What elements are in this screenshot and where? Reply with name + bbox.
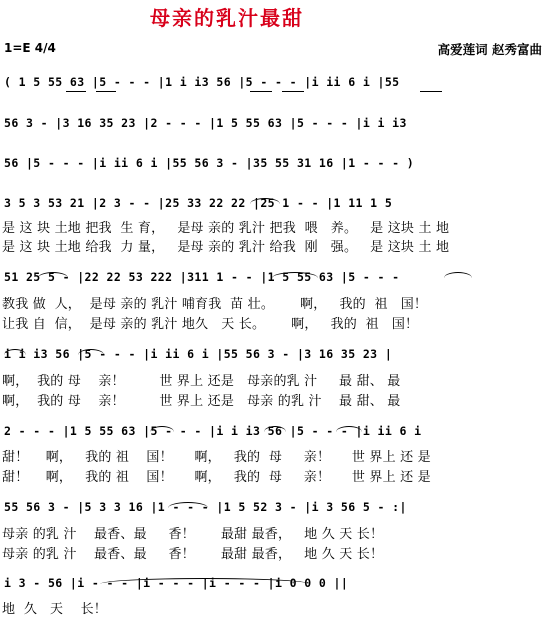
lyric-line-4a: 是 这 块 土地 把我 生 育， 是母 亲的 乳汁 把我 喂 养。 是 这块 土 地 xyxy=(2,221,450,236)
slur xyxy=(250,198,280,204)
key-signature: 1=E 4/4 xyxy=(4,41,56,55)
lyric-line-8b: 母亲 的乳 汁 最香、最 香！ 最甜 最香， 地 久 天 长！ xyxy=(2,547,384,562)
slur xyxy=(150,426,174,432)
lyric-line-5b: 让我 自 信， 是母 亲的 乳汁 地久 天 长。 啊， 我的 祖 国！ xyxy=(2,317,419,332)
lyric-line-7a: 甜！ 啊， 我的 祖 国！ 啊， 我的 母 亲！ 世 界上 还 是 xyxy=(2,450,431,465)
credits: 高爱莲词 赵秀富曲 xyxy=(437,42,542,57)
beam xyxy=(96,91,116,92)
song-title: 母亲的乳汁最甜 xyxy=(150,6,304,30)
notation-line-5: 51 25 5 - |22 22 53 222 |311 1 - - |1 5 55 63 |5 - - - xyxy=(4,270,400,284)
slur xyxy=(444,272,472,278)
notation-line-6: i i i3 56 |5 - - - |i ii 6 i |55 56 3 - |3 16 35 23 | xyxy=(4,347,393,361)
notation-line-1: ( 1 5 55 63 |5 - - - |1 i i3 56 |5 - - - |i ii 6 i |55 xyxy=(4,75,400,89)
notation-line-9: i 3 - 56 |i - - - |i - - - |i - - - |i 0 0 0 || xyxy=(4,576,349,590)
beam xyxy=(66,91,86,92)
lyric-line-9: 地 久 天 长！ xyxy=(2,602,107,617)
slur xyxy=(78,349,104,355)
lyric-line-6b: 啊， 我的 母 亲！ 世 界上 还是 母亲 的乳 汁 最 甜、 最 xyxy=(2,394,401,409)
notation-line-8: 55 56 3 - |5 3 3 16 |1 - - - |1 5 52 3 - |i 3 56 5 - :| xyxy=(4,500,407,514)
lyric-line-8a: 母亲 的乳 汁 最香、最 香！ 最甜 最香， 地 久 天 长！ xyxy=(2,527,384,542)
notation-line-3: 56 |5 - - - |i ii 6 i |55 56 3 - |35 55 31 16 |1 - - - ) xyxy=(4,156,415,170)
slur xyxy=(38,272,68,278)
notation-line-2: 56 3 - |3 16 35 23 |2 - - - |1 5 55 63 |5 - - - |i i i3 xyxy=(4,116,407,130)
slur xyxy=(100,578,310,584)
slur xyxy=(336,426,362,432)
lyric-line-6a: 啊， 我的 母 亲！ 世 界上 还是 母亲的乳 汁 最 甜、 最 xyxy=(2,374,401,389)
beam xyxy=(250,91,272,92)
slur xyxy=(4,349,26,355)
slur xyxy=(264,426,286,432)
slur xyxy=(272,272,318,278)
lyric-line-4b: 是 这 块 土地 给我 力 量， 是母 亲的 乳汁 给我 刚 强。 是 这块 土 地 xyxy=(2,240,450,255)
notation-line-4: 3 5 3 53 21 |2 3 - - |25 33 22 22 |25 1 - - |1 11 1 5 xyxy=(4,196,393,210)
lyric-line-5a: 教我 做 人， 是母 亲的 乳汁 哺育我 苗 壮。 啊， 我的 祖 国！ xyxy=(2,297,428,312)
beam xyxy=(282,91,304,92)
slur xyxy=(168,502,208,508)
lyric-line-7b: 甜！ 啊， 我的 祖 国！ 啊， 我的 母 亲！ 世 界上 还 是 xyxy=(2,470,431,485)
beam xyxy=(420,91,442,92)
notation-line-7: 2 - - - |1 5 55 63 |5 - - - |i i i3 56 |5 - - - |i ii 6 i xyxy=(4,424,422,438)
